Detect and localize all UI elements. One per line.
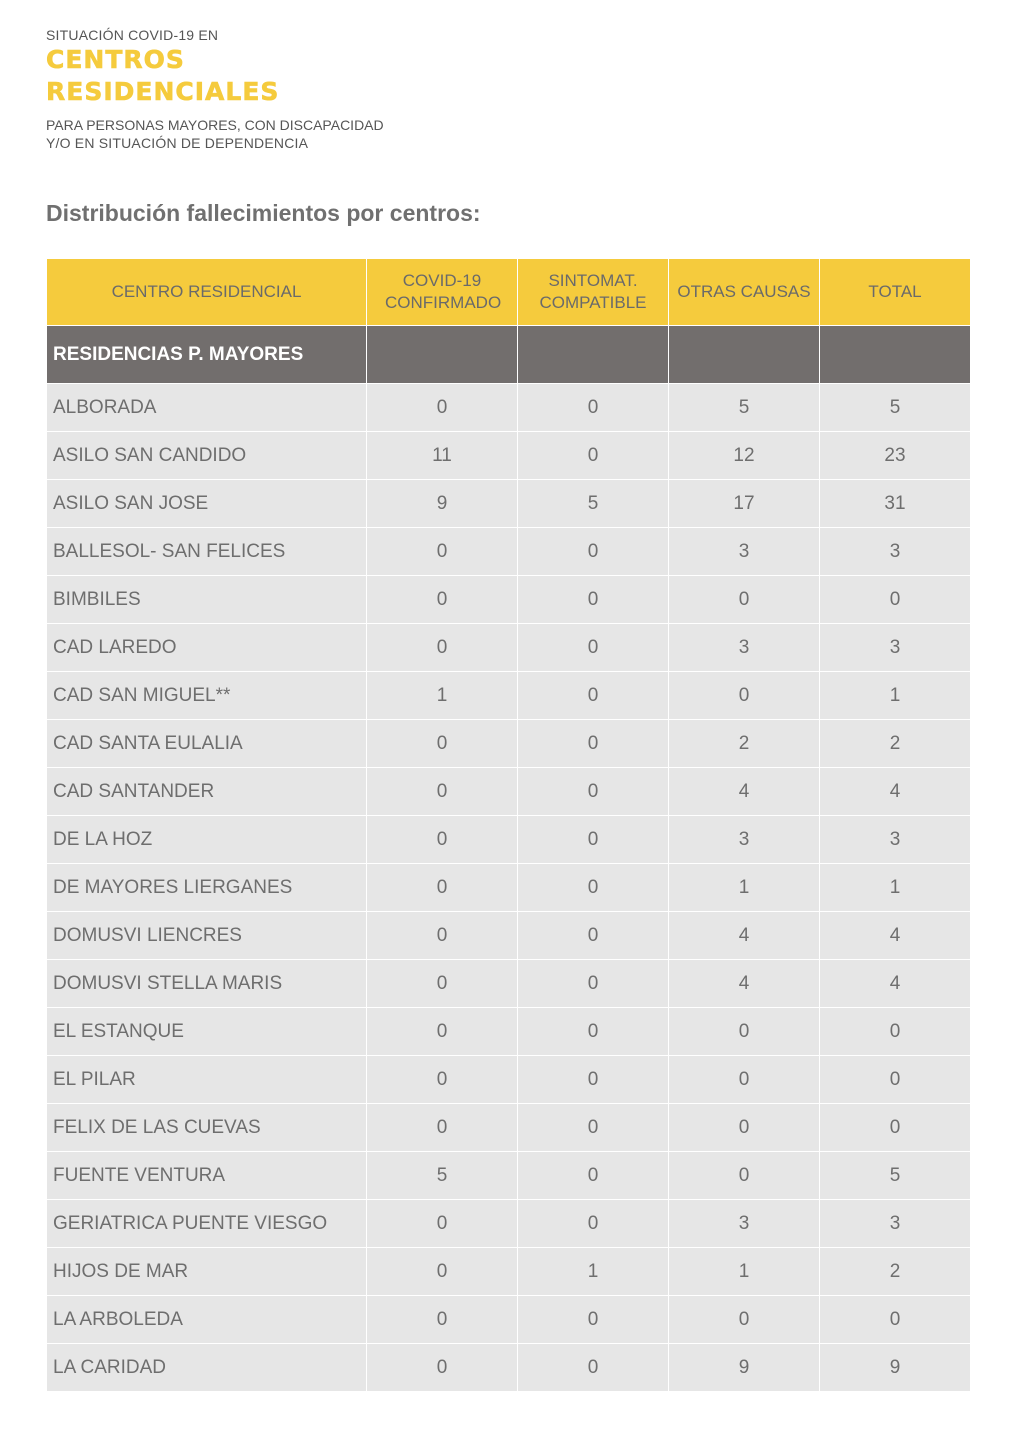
cell-sintomat: 0 [518,672,669,720]
cell-centro: FUENTE VENTURA [47,1152,367,1200]
cell-centro: DOMUSVI LIENCRES [47,912,367,960]
cell-total: 3 [820,528,971,576]
cell-sintomat: 0 [518,576,669,624]
cell-total: 0 [820,1104,971,1152]
cell-covid: 0 [367,720,518,768]
cell-total: 0 [820,1056,971,1104]
cell-total: 4 [820,912,971,960]
col-header-otras: OTRAS CAUSAS [669,259,820,326]
cell-covid: 0 [367,528,518,576]
group-label: RESIDENCIAS P. MAYORES [47,326,367,384]
cell-otras: 12 [669,432,820,480]
cell-centro: DE LA HOZ [47,816,367,864]
cell-covid: 0 [367,1344,518,1392]
table-row [47,1056,971,1104]
cell-total: 4 [820,960,971,1008]
cell-sintomat: 0 [518,768,669,816]
cell-covid: 0 [367,624,518,672]
cell-centro: DE MAYORES LIERGANES [47,864,367,912]
cell-covid: 0 [367,960,518,1008]
cell-covid: 0 [367,1200,518,1248]
table-row [47,576,971,624]
section-title: Distribución fallecimientos por centros: [46,200,481,226]
cell-covid: 0 [367,768,518,816]
cell-otras: 4 [669,960,820,1008]
cell-sintomat: 0 [518,1104,669,1152]
cell-total: 2 [820,1248,971,1296]
cell-otras: 0 [669,1152,820,1200]
header-kicker: SITUACIÓN COVID-19 EN [46,27,219,43]
cell-centro: LA ARBOLEDA [47,1296,367,1344]
cell-covid: 0 [367,1056,518,1104]
report-header [46,26,384,152]
cell-sintomat: 0 [518,912,669,960]
cell-sintomat: 0 [518,960,669,1008]
cell-total: 5 [820,384,971,432]
cell-otras: 0 [669,1104,820,1152]
cell-centro: CAD SANTANDER [47,768,367,816]
table-row [47,912,971,960]
cell-covid: 0 [367,912,518,960]
cell-covid: 5 [367,1152,518,1200]
table-row [47,720,971,768]
cell-covid: 0 [367,864,518,912]
table-row [47,624,971,672]
table-row [47,816,971,864]
table-row [47,1248,971,1296]
cell-otras: 3 [669,1200,820,1248]
table-row [47,1200,971,1248]
table-row [47,528,971,576]
cell-covid: 0 [367,1296,518,1344]
group-cell [820,326,971,384]
cell-total: 9 [820,1344,971,1392]
cell-centro: HIJOS DE MAR [47,1248,367,1296]
table-row [47,960,971,1008]
cell-centro: FELIX DE LAS CUEVAS [47,1104,367,1152]
col-header-total: TOTAL [820,259,971,326]
table-row [47,1344,971,1392]
col-header-sintomat: SINTOMAT. COMPATIBLE [518,259,669,326]
cell-otras: 3 [669,528,820,576]
cell-centro: ASILO SAN CANDIDO [47,432,367,480]
cell-centro: DOMUSVI STELLA MARIS [47,960,367,1008]
cell-covid: 9 [367,480,518,528]
table-row [47,384,971,432]
cell-sintomat: 0 [518,384,669,432]
table-row [47,1104,971,1152]
group-row [47,326,971,384]
cell-total: 5 [820,1152,971,1200]
cell-total: 2 [820,720,971,768]
cell-total: 3 [820,1200,971,1248]
cell-total: 23 [820,432,971,480]
cell-centro: EL PILAR [47,1056,367,1104]
cell-sintomat: 0 [518,816,669,864]
table-row [47,1296,971,1344]
cell-total: 4 [820,768,971,816]
header-title-line1: CENTROS [46,45,185,74]
table-row [47,1008,971,1056]
cell-otras: 0 [669,1056,820,1104]
cell-covid: 0 [367,816,518,864]
col-header-centro: CENTRO RESIDENCIAL [47,259,367,326]
cell-otras: 0 [669,576,820,624]
cell-sintomat: 0 [518,528,669,576]
cell-total: 0 [820,1008,971,1056]
col-header-covid: COVID-19 CONFIRMADO [367,259,518,326]
cell-otras: 5 [669,384,820,432]
table-row [47,864,971,912]
cell-sintomat: 0 [518,720,669,768]
group-cell [518,326,669,384]
table-row [47,432,971,480]
cell-otras: 0 [669,1296,820,1344]
cell-sintomat: 0 [518,432,669,480]
cell-covid: 0 [367,1248,518,1296]
cell-sintomat: 1 [518,1248,669,1296]
cell-covid: 0 [367,576,518,624]
cell-sintomat: 0 [518,1056,669,1104]
cell-sintomat: 0 [518,1344,669,1392]
cell-total: 3 [820,624,971,672]
cell-otras: 17 [669,480,820,528]
deaths-table [46,258,971,1392]
cell-otras: 3 [669,816,820,864]
cell-sintomat: 0 [518,864,669,912]
cell-centro: BALLESOL- SAN FELICES [47,528,367,576]
group-cell [367,326,518,384]
cell-centro: EL ESTANQUE [47,1008,367,1056]
cell-centro: ASILO SAN JOSE [47,480,367,528]
cell-sintomat: 0 [518,1296,669,1344]
group-cell [669,326,820,384]
cell-otras: 0 [669,672,820,720]
table-row [47,672,971,720]
table-row [47,768,971,816]
cell-covid: 0 [367,1008,518,1056]
cell-otras: 1 [669,1248,820,1296]
cell-otras: 1 [669,864,820,912]
cell-sintomat: 5 [518,480,669,528]
cell-total: 1 [820,672,971,720]
cell-sintomat: 0 [518,1200,669,1248]
table-row [47,1152,971,1200]
cell-otras: 2 [669,720,820,768]
cell-centro: CAD LAREDO [47,624,367,672]
header-title-line2: RESIDENCIALES [46,77,280,106]
cell-centro: BIMBILES [47,576,367,624]
cell-covid: 11 [367,432,518,480]
cell-centro: GERIATRICA PUENTE VIESGO [47,1200,367,1248]
cell-sintomat: 0 [518,1008,669,1056]
cell-covid: 0 [367,1104,518,1152]
cell-otras: 9 [669,1344,820,1392]
cell-sintomat: 0 [518,1152,669,1200]
cell-covid: 0 [367,384,518,432]
table-header-row [47,259,971,326]
cell-total: 1 [820,864,971,912]
cell-total: 31 [820,480,971,528]
cell-covid: 1 [367,672,518,720]
cell-otras: 4 [669,912,820,960]
cell-otras: 4 [669,768,820,816]
cell-centro: CAD SANTA EULALIA [47,720,367,768]
cell-total: 3 [820,816,971,864]
cell-total: 0 [820,576,971,624]
header-subtitle-line2: Y/O EN SITUACIÓN DE DEPENDENCIA [46,135,309,151]
cell-total: 0 [820,1296,971,1344]
cell-otras: 3 [669,624,820,672]
cell-centro: CAD SAN MIGUEL** [47,672,367,720]
cell-centro: LA CARIDAD [47,1344,367,1392]
cell-otras: 0 [669,1008,820,1056]
header-subtitle-line1: PARA PERSONAS MAYORES, CON DISCAPACIDAD [46,117,384,133]
cell-sintomat: 0 [518,624,669,672]
table-row [47,480,971,528]
cell-centro: ALBORADA [47,384,367,432]
